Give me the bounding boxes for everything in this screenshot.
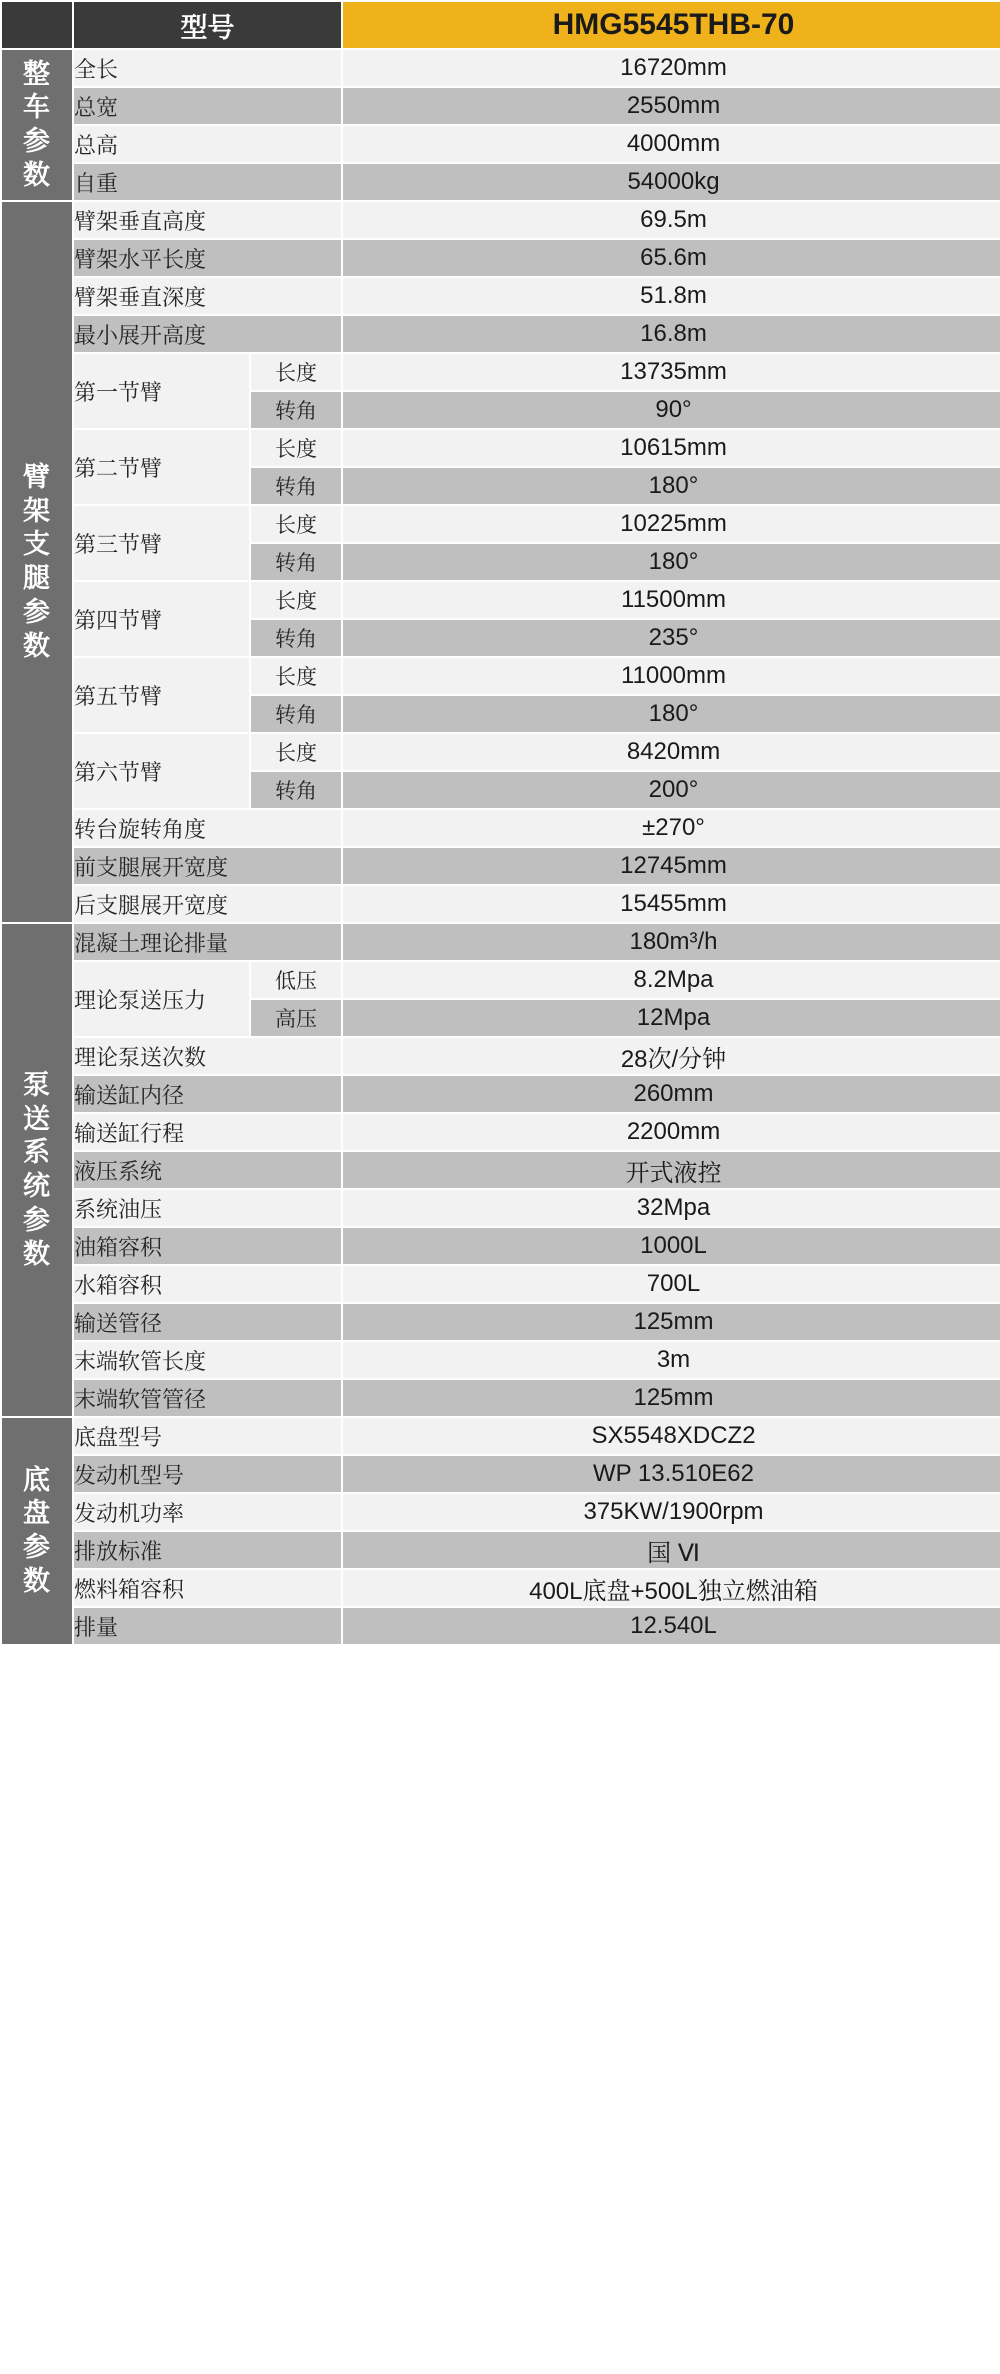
table-row — [2, 1456, 1000, 1492]
spec-sub-label-cell: 低压 — [251, 962, 341, 998]
spec-name-cell: 第五节臂 — [74, 658, 249, 732]
spec-value-cell: 2550mm — [343, 88, 1000, 124]
spec-value-cell: 90° — [343, 392, 1000, 428]
spec-name-cell: 理论泵送次数 — [74, 1038, 341, 1074]
spec-name-cell: 系统油压 — [74, 1190, 341, 1226]
table-row — [2, 1038, 1000, 1074]
table-row — [2, 582, 1000, 618]
spec-name-cell: 前支腿展开宽度 — [74, 848, 341, 884]
table-row — [2, 430, 1000, 466]
table-row — [2, 1570, 1000, 1606]
table-row — [2, 88, 1000, 124]
group-label-text: 底 盘 参 数 — [23, 1464, 51, 1596]
spec-sub-label-cell: 长度 — [251, 506, 341, 542]
table-row — [2, 354, 1000, 390]
spec-sub-label-cell: 长度 — [251, 582, 341, 618]
table-row — [2, 1152, 1000, 1188]
group-label-text: 泵 送 系 统 参 数 — [23, 1069, 51, 1269]
spec-name-cell: 臂架水平长度 — [74, 240, 341, 276]
spec-value-cell: 400L底盘+500L独立燃油箱 — [343, 1570, 1000, 1606]
spec-sub-label-cell: 长度 — [251, 354, 341, 390]
spec-value-cell: 180° — [343, 468, 1000, 504]
table-row — [2, 1114, 1000, 1150]
table-row — [2, 924, 1000, 960]
spec-name-cell: 第一节臂 — [74, 354, 249, 428]
table-row — [2, 202, 1000, 238]
spec-name-cell: 燃料箱容积 — [74, 1570, 341, 1606]
spec-name-cell: 输送缸行程 — [74, 1114, 341, 1150]
spec-value-cell: 13735mm — [343, 354, 1000, 390]
spec-name-cell: 混凝土理论排量 — [74, 924, 341, 960]
spec-name-cell: 后支腿展开宽度 — [74, 886, 341, 922]
spec-name-cell: 第三节臂 — [74, 506, 249, 580]
spec-value-cell: 10615mm — [343, 430, 1000, 466]
spec-name-cell: 液压系统 — [74, 1152, 341, 1188]
spec-sub-label-cell: 高压 — [251, 1000, 341, 1036]
spec-value-cell: 10225mm — [343, 506, 1000, 542]
spec-sub-label-cell: 长度 — [251, 658, 341, 694]
spec-name-cell: 总宽 — [74, 88, 341, 124]
group-label-cell — [2, 924, 72, 1416]
table-row — [2, 1076, 1000, 1112]
table-row — [2, 1380, 1000, 1416]
spec-name-cell: 最小展开高度 — [74, 316, 341, 352]
spec-sub-label-cell: 长度 — [251, 734, 341, 770]
table-row — [2, 658, 1000, 694]
table-row — [2, 1342, 1000, 1378]
spec-value-cell: 16720mm — [343, 50, 1000, 86]
group-label-cell — [2, 1418, 72, 1644]
table-row — [2, 1532, 1000, 1568]
spec-value-cell: 260mm — [343, 1076, 1000, 1112]
spec-value-cell: 4000mm — [343, 126, 1000, 162]
spec-value-cell: 235° — [343, 620, 1000, 656]
spec-value-cell: 开式液控 — [343, 1152, 1000, 1188]
spec-value-cell: 15455mm — [343, 886, 1000, 922]
group-label-text: 臂 架 支 腿 参 数 — [23, 461, 51, 661]
table-row — [2, 734, 1000, 770]
spec-name-cell: 臂架垂直深度 — [74, 278, 341, 314]
spec-value-cell: 11500mm — [343, 582, 1000, 618]
table-row — [2, 962, 1000, 998]
spec-value-cell: 180° — [343, 696, 1000, 732]
table-row — [2, 1266, 1000, 1302]
table-row — [2, 278, 1000, 314]
spec-value-cell: ±270° — [343, 810, 1000, 846]
table-row — [2, 240, 1000, 276]
spec-name-cell: 排量 — [74, 1608, 341, 1644]
spec-name-cell: 发动机型号 — [74, 1456, 341, 1492]
spec-name-cell: 理论泵送压力 — [74, 962, 249, 1036]
spec-value-cell: WP 13.510E62 — [343, 1456, 1000, 1492]
table-row — [2, 126, 1000, 162]
header-name-cell: 型号 — [74, 2, 341, 48]
table-row — [2, 50, 1000, 86]
spec-sub-label-cell: 长度 — [251, 430, 341, 466]
spec-value-cell: 28次/分钟 — [343, 1038, 1000, 1074]
table-row — [2, 1608, 1000, 1644]
spec-value-cell: 180m³/h — [343, 924, 1000, 960]
spec-value-cell: 国 Ⅵ — [343, 1532, 1000, 1568]
spec-value-cell: 125mm — [343, 1304, 1000, 1340]
spec-value-cell: 8420mm — [343, 734, 1000, 770]
spec-value-cell: 11000mm — [343, 658, 1000, 694]
spec-name-cell: 底盘型号 — [74, 1418, 341, 1454]
spec-value-cell: 375KW/1900rpm — [343, 1494, 1000, 1530]
spec-name-cell: 臂架垂直高度 — [74, 202, 341, 238]
spec-sub-label-cell: 转角 — [251, 544, 341, 580]
table-row — [2, 1304, 1000, 1340]
group-label-cell — [2, 50, 72, 200]
spec-name-cell: 输送管径 — [74, 1304, 341, 1340]
table-row — [2, 1418, 1000, 1454]
spec-value-cell: 32Mpa — [343, 1190, 1000, 1226]
table-row — [2, 1494, 1000, 1530]
table-row — [2, 848, 1000, 884]
group-label-text: 整 车 参 数 — [23, 58, 51, 190]
spec-name-cell: 全长 — [74, 50, 341, 86]
spec-value-cell: 8.2Mpa — [343, 962, 1000, 998]
table-row — [2, 1228, 1000, 1264]
spec-sub-label-cell: 转角 — [251, 772, 341, 808]
table-row — [2, 506, 1000, 542]
spec-name-cell: 输送缸内径 — [74, 1076, 341, 1112]
spec-value-cell: 125mm — [343, 1380, 1000, 1416]
group-label-cell — [2, 202, 72, 922]
spec-value-cell: 700L — [343, 1266, 1000, 1302]
spec-name-cell: 末端软管管径 — [74, 1380, 341, 1416]
spec-name-cell: 自重 — [74, 164, 341, 200]
table-row — [2, 1190, 1000, 1226]
spec-value-cell: 16.8m — [343, 316, 1000, 352]
table-row — [2, 164, 1000, 200]
spec-name-cell: 排放标准 — [74, 1532, 341, 1568]
spec-value-cell: SX5548XDCZ2 — [343, 1418, 1000, 1454]
table-row — [2, 316, 1000, 352]
spec-value-cell: 12.540L — [343, 1608, 1000, 1644]
spec-value-cell: 54000kg — [343, 164, 1000, 200]
table-row — [2, 886, 1000, 922]
spec-value-cell: 51.8m — [343, 278, 1000, 314]
spec-value-cell: 2200mm — [343, 1114, 1000, 1150]
spec-name-cell: 油箱容积 — [74, 1228, 341, 1264]
spec-value-cell: 3m — [343, 1342, 1000, 1378]
spec-sub-label-cell: 转角 — [251, 696, 341, 732]
table-header-row — [2, 2, 1000, 48]
spec-name-cell: 发动机功率 — [74, 1494, 341, 1530]
spec-value-cell: 69.5m — [343, 202, 1000, 238]
spec-sub-label-cell: 转角 — [251, 392, 341, 428]
table-row — [2, 810, 1000, 846]
spec-value-cell: 65.6m — [343, 240, 1000, 276]
spec-name-cell: 总高 — [74, 126, 341, 162]
spec-name-cell: 转台旋转角度 — [74, 810, 341, 846]
header-model-cell: HMG5545THB-70 — [343, 2, 1000, 48]
spec-value-cell: 1000L — [343, 1228, 1000, 1264]
spec-name-cell: 水箱容积 — [74, 1266, 341, 1302]
spec-value-cell: 200° — [343, 772, 1000, 808]
spec-sub-label-cell: 转角 — [251, 468, 341, 504]
spec-name-cell: 第四节臂 — [74, 582, 249, 656]
spec-value-cell: 12745mm — [343, 848, 1000, 884]
spec-value-cell: 180° — [343, 544, 1000, 580]
spec-name-cell: 第二节臂 — [74, 430, 249, 504]
spec-name-cell: 第六节臂 — [74, 734, 249, 808]
spec-value-cell: 12Mpa — [343, 1000, 1000, 1036]
spec-sub-label-cell: 转角 — [251, 620, 341, 656]
header-corner-cell — [2, 2, 72, 48]
spec-name-cell: 末端软管长度 — [74, 1342, 341, 1378]
